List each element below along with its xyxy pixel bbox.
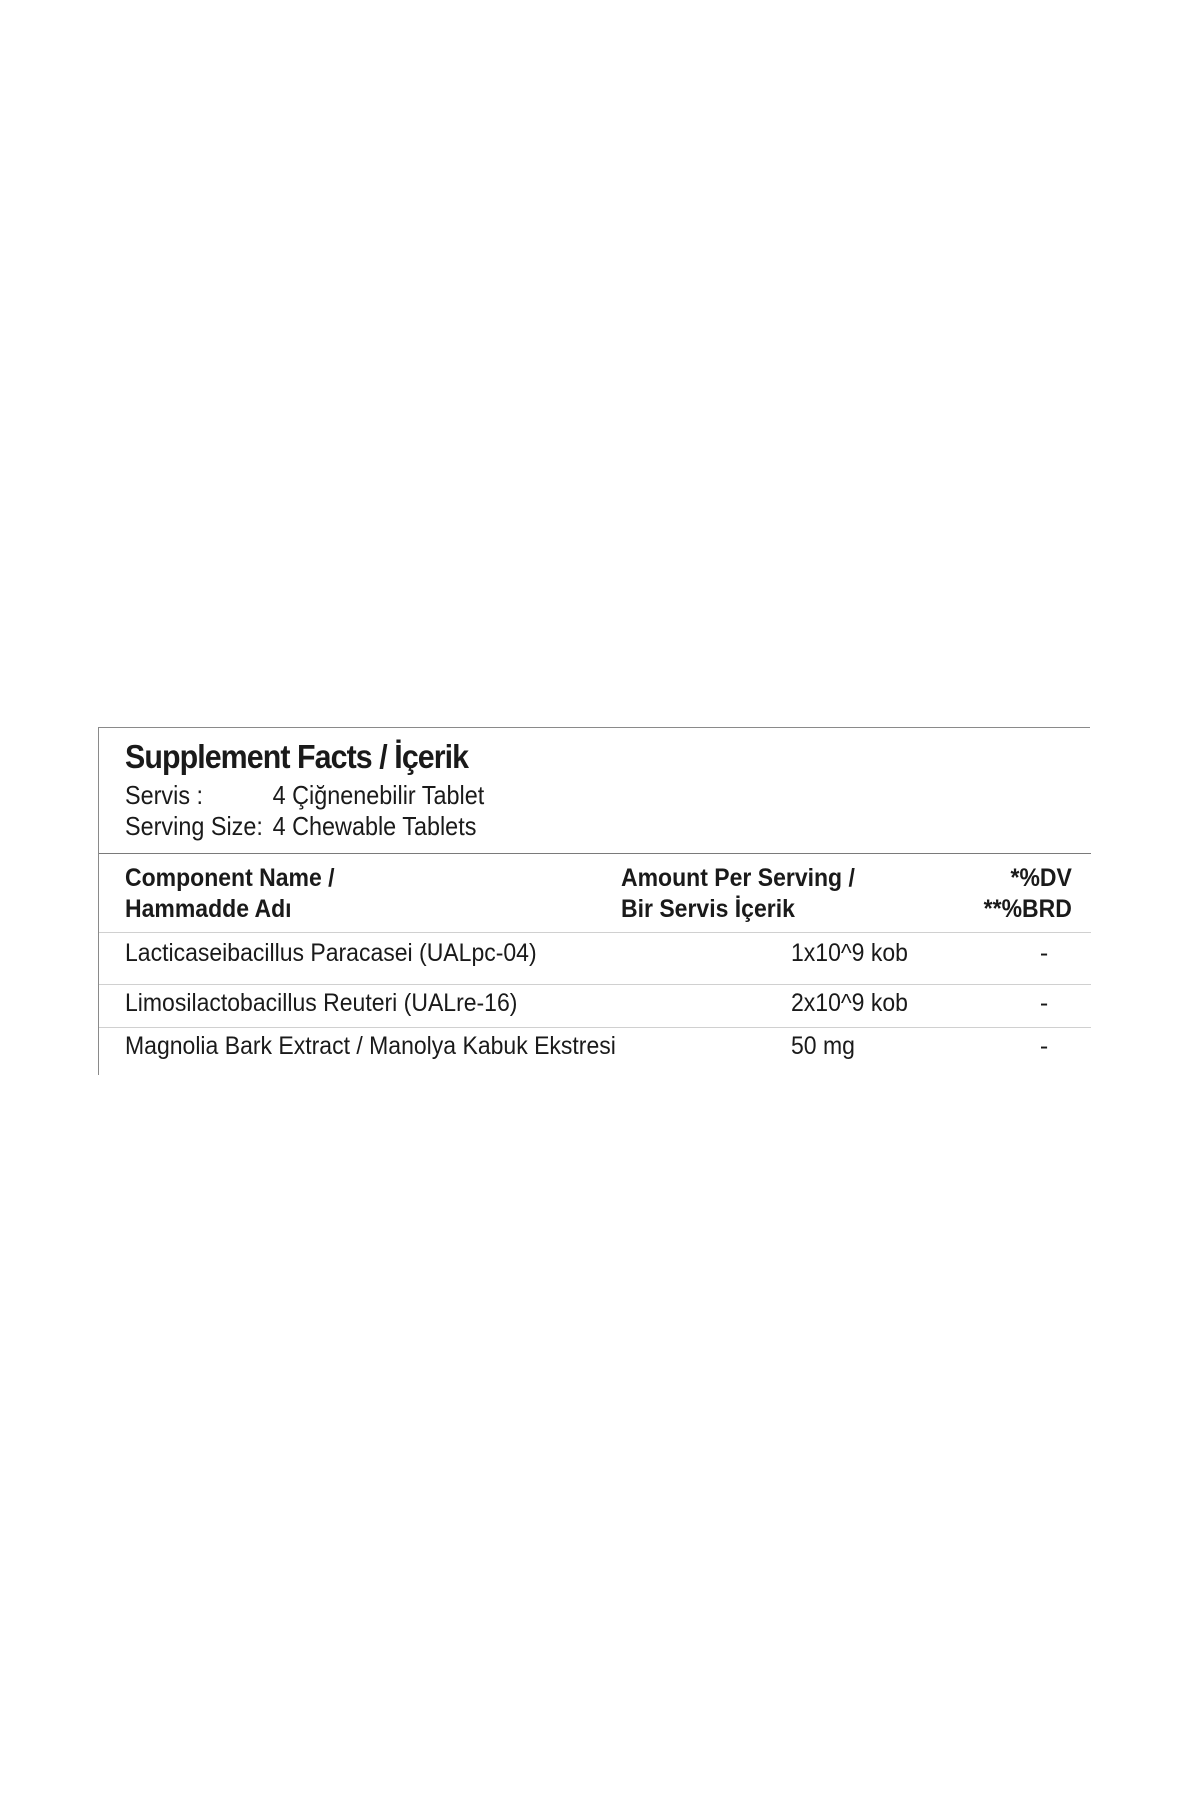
- column-header-amount-en: Amount Per Serving /: [621, 864, 855, 892]
- column-header-component-en: Component Name /: [125, 864, 335, 892]
- row-dv: -: [1039, 1032, 1049, 1060]
- header-divider: [99, 853, 1091, 854]
- table-row: [99, 939, 1091, 969]
- serving-size-en: [125, 811, 476, 842]
- serving-en-value: 4 Chewable Tablets: [272, 811, 477, 841]
- column-header-amount-tr: Bir Servis İçerik: [621, 895, 795, 923]
- row-component-name: Limosilactobacillus Reuteri (UALre-16): [125, 989, 518, 1017]
- serving-size-tr: [125, 780, 484, 811]
- column-header-dv-tr: **%BRD: [983, 895, 1072, 923]
- serving-tr-value: 4 Çiğnenebilir Tablet: [272, 780, 485, 810]
- column-header-component: [125, 863, 335, 925]
- row-divider: [99, 1027, 1091, 1028]
- column-header-dv: [984, 863, 1072, 925]
- row-divider: [99, 932, 1091, 933]
- serving-tr-label: Servis :: [125, 780, 204, 810]
- facts-title: Supplement Facts / İçerik: [125, 738, 469, 775]
- row-component-name: Lacticaseibacillus Paracasei (UALpc-04): [125, 939, 537, 967]
- table-row: [99, 1032, 1091, 1062]
- supplement-facts-panel: [98, 727, 1090, 1075]
- row-dv: -: [1039, 939, 1049, 967]
- column-header-component-tr: Hammadde Adı: [125, 895, 292, 923]
- row-amount: 50 mg: [791, 1032, 855, 1060]
- row-component-name: Magnolia Bark Extract / Manolya Kabuk Ekstresi: [125, 1032, 616, 1060]
- column-header-amount: [621, 863, 855, 925]
- row-amount: 2x10^9 kob: [791, 989, 908, 1017]
- row-dv: -: [1039, 989, 1049, 1017]
- column-header-dv-en: *%DV: [1010, 864, 1072, 892]
- serving-en-label: Serving Size:: [125, 811, 263, 841]
- table-row: [99, 989, 1091, 1019]
- row-divider: [99, 984, 1091, 985]
- row-amount: 1x10^9 kob: [791, 939, 908, 967]
